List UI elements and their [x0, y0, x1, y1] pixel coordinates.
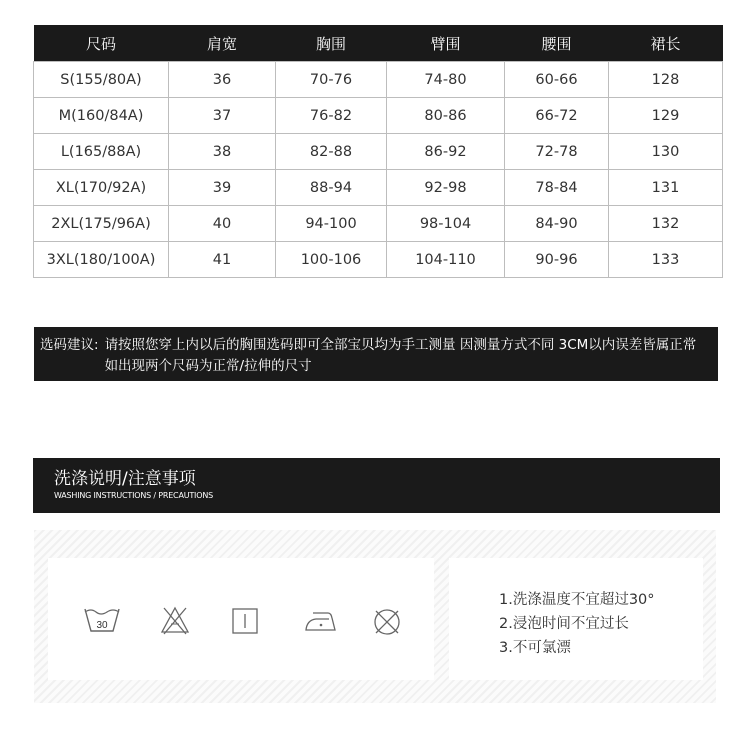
washing-section-header	[33, 458, 720, 513]
table-cell: 66-72	[505, 98, 609, 134]
table-cell: 86-92	[387, 134, 505, 170]
advice-text: 请按照您穿上内以后的胸围选码即可全部宝贝均为手工测量 因测量方式不同 3CM以内误差皆属正常 如出现两个尺码为正常/拉伸的尺寸	[104, 337, 697, 374]
table-cell: 131	[609, 170, 723, 206]
table-row	[34, 62, 723, 98]
table-cell: 70-76	[276, 62, 387, 98]
table-cell: 76-82	[276, 98, 387, 134]
table-cell: M(160/84A)	[34, 98, 169, 134]
care-instructions-card	[449, 558, 703, 680]
table-cell: 128	[609, 62, 723, 98]
table-row	[34, 242, 723, 278]
table-cell: XL(170/92A)	[34, 170, 169, 206]
table-cell: 84-90	[505, 206, 609, 242]
header-bust: 胸围	[276, 25, 387, 62]
wash-30-icon	[82, 606, 122, 634]
table-cell: 130	[609, 134, 723, 170]
table-cell: 36	[169, 62, 276, 98]
wash-temp-label: 30	[96, 620, 108, 631]
table-cell: 82-88	[276, 134, 387, 170]
advice-label: 选码建议:	[40, 337, 99, 353]
header-length: 裙长	[609, 25, 723, 62]
table-cell: 88-94	[276, 170, 387, 206]
table-row	[34, 134, 723, 170]
table-cell: 78-84	[505, 170, 609, 206]
header-arm: 臂围	[387, 25, 505, 62]
washing-subtitle: WASHING INSTRUCTIONS / PRECAUTIONS	[54, 491, 213, 500]
size-advice-bar	[34, 327, 718, 381]
care-icons-card	[48, 558, 434, 680]
table-cell: 100-106	[276, 242, 387, 278]
table-row	[34, 206, 723, 242]
table-cell: 38	[169, 134, 276, 170]
size-chart-table	[33, 25, 723, 278]
header-size: 尺码	[34, 25, 169, 62]
care-panel	[34, 530, 716, 703]
table-cell: 72-78	[505, 134, 609, 170]
table-cell: 133	[609, 242, 723, 278]
table-cell: 37	[169, 98, 276, 134]
table-cell: 104-110	[387, 242, 505, 278]
table-cell: 39	[169, 170, 276, 206]
washing-title: 洗涤说明/注意事项	[54, 469, 196, 489]
table-cell: 92-98	[387, 170, 505, 206]
table-cell: 40	[169, 206, 276, 242]
care-instructions-list	[499, 588, 655, 660]
table-cell: 94-100	[276, 206, 387, 242]
list-item: 1.洗涤温度不宜超过30°	[499, 592, 655, 608]
no-bleach-icon	[159, 604, 191, 636]
table-cell: L(165/88A)	[34, 134, 169, 170]
size-chart-header-row	[34, 25, 723, 62]
table-cell: 98-104	[387, 206, 505, 242]
table-row	[34, 98, 723, 134]
table-row	[34, 170, 723, 206]
table-cell: 60-66	[505, 62, 609, 98]
table-cell: 80-86	[387, 98, 505, 134]
header-shoulder: 肩宽	[169, 25, 276, 62]
list-item: 3.不可氯漂	[499, 640, 571, 656]
table-cell: 74-80	[387, 62, 505, 98]
table-cell: S(155/80A)	[34, 62, 169, 98]
table-cell: 129	[609, 98, 723, 134]
iron-low-icon	[304, 608, 338, 634]
table-cell: 41	[169, 242, 276, 278]
table-cell: 90-96	[505, 242, 609, 278]
tumble-dry-icon	[231, 607, 259, 635]
list-item: 2.浸泡时间不宜过长	[499, 616, 629, 632]
table-cell: 132	[609, 206, 723, 242]
table-cell: 3XL(180/100A)	[34, 242, 169, 278]
header-waist: 腰围	[505, 25, 609, 62]
table-cell: 2XL(175/96A)	[34, 206, 169, 242]
no-dry-clean-icon	[371, 606, 403, 638]
